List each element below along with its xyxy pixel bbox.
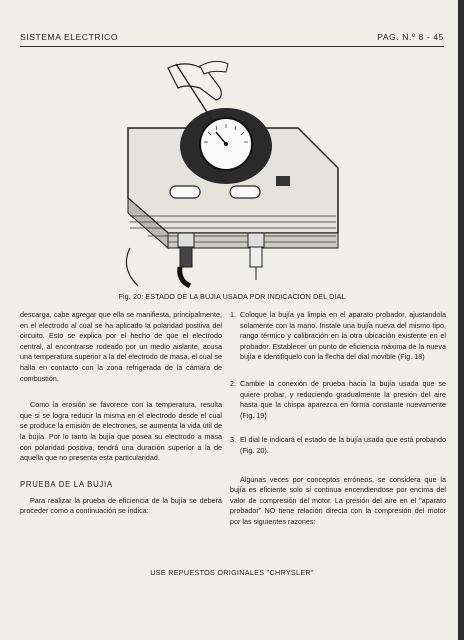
footer-note: USE REPUESTOS ORIGINALES "CHRYSLER"	[150, 568, 314, 577]
paragraph: descarga, cabe agregar que ella se manifiesta, principalmente, en el electrodo al cual se ha aplicado la polaridad positiva del circuito. Esto se explica por el hecho de que el electrodo central, al encontrarse rodeado por un medio aislante, acusa una temperatura superior a la del electrodo de masa, el cual se halla en contacto con la zona refrigerada de la cámara de combustión.	[20, 310, 222, 383]
list-item	[230, 435, 446, 456]
figure-spark-plug-tester	[108, 58, 358, 288]
header-rule	[20, 46, 444, 47]
paragraph: Algunas veces por conceptos erróneos, se considera que la bujía es eficiente solo si continua encendiendose por encima del valor de compresión del motor. La presión del aire en el "aparato probador" NO tiene relación directa con la compresión del motor por las siguientes razones:	[230, 474, 446, 526]
list-item	[230, 310, 446, 363]
page-number: PAG. N.º 8 - 45	[377, 32, 444, 42]
list-number: 3.	[230, 435, 236, 445]
list-text: Cambie la conexión de prueba hacia la bujía usada que se quiere probar, y reduciendo gradualmente la presión del aire hasta que la chispa aparezca en forma constante nuevamente (Fig. 19)	[240, 378, 446, 420]
paragraph: Para realizar la prueba de eficiencia de la bujía se deberá proceder como a continuación se indica:	[20, 495, 222, 516]
right-column	[230, 310, 446, 528]
list-number: 1.	[230, 310, 236, 319]
section-title-header: SISTEMA ELECTRICO	[20, 32, 119, 42]
page-header	[20, 32, 444, 46]
figure-caption: Fig. 20: ESTADO DE LA BUJIA USADA POR INDICACION DEL DIAL	[118, 292, 346, 301]
section-heading: PRUEBA DE LA BUJIA	[20, 479, 113, 489]
list-text: Coloque la bujía ya limpia en el aparato probador, ajustandola solamente con la mano. Instale una bujía nueva del mismo tipo, rango térmico y calibración en la otra ubicación existente en el probador. Establecer un punto de eficiencia máxima de la nueva bujía e identifiquelo con la flecha del dial movible (Fig. 18)	[240, 310, 446, 362]
left-column	[20, 310, 222, 517]
list-item	[230, 379, 446, 421]
page-edge-shadow	[458, 0, 464, 640]
list-text: El dial le indicará el estado de la bujía usada que está probando (Fig. 20).	[240, 435, 446, 455]
list-number: 2.	[230, 378, 236, 388]
paragraph: Como la erosión se favorece con la temperatura, resulta que si se logra reducir la misma en el electrodo desde el cual se produce la emisión de electrones, se aumenta la vida útil de la bujía. Por lo tanto la bujía que posea su electrodo a masa con polaridad positiva, tendrá una duración superior a la de aquella que no presenta esta particularidad.	[20, 400, 222, 463]
